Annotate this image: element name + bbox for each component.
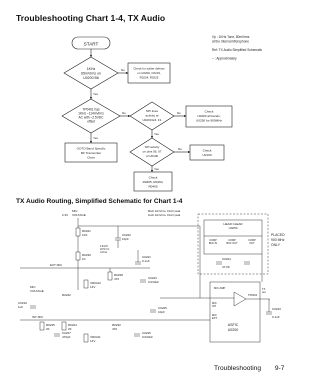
hc-pin-2a: COMP xyxy=(228,239,236,242)
r0222-id: R0222 xyxy=(62,293,71,297)
note-line1: Vp : 1KHz Tone, 80mVrms xyxy=(212,35,250,39)
check-u0200-line2: U0200 all bands, xyxy=(197,114,221,118)
check-resistors-line1: Check xyxy=(148,175,158,180)
c0224-id: C0224 xyxy=(222,257,231,261)
decision2-line3: AC with ~2.5VDC xyxy=(78,115,104,120)
start-label: START xyxy=(83,41,99,47)
page-footer xyxy=(214,365,284,372)
tp0401-label: TP0401 xyxy=(248,294,258,297)
c0219-id: C0219 xyxy=(18,301,27,305)
c0222-value: 10pF xyxy=(122,237,129,241)
small-note-3: mVrms xyxy=(100,252,108,254)
r0221-id: R0221 xyxy=(82,229,91,233)
check-resistors-line2: R0465, R0464, xyxy=(142,180,164,184)
label-yes-1: Yes xyxy=(93,92,98,96)
label-yes-4: Yes xyxy=(154,167,159,171)
c0222-id: C0222 xyxy=(122,233,131,237)
placed-line2: 900 MHz xyxy=(271,238,285,242)
check-u0100-line2: U0100 xyxy=(202,153,212,157)
tx-label-a: TX xyxy=(262,288,266,291)
c0219-value: 1uF xyxy=(18,305,24,309)
mic-voltage2-label-2: VOLTAGE xyxy=(30,289,44,293)
asfic-id: U0200 xyxy=(227,328,239,332)
decision1-line1: 1KHz xyxy=(86,67,96,71)
check-solder-line1: Check for solder defects xyxy=(133,66,165,71)
ext-mic-label: EXT MIC xyxy=(50,263,63,267)
label-no-2: No xyxy=(122,111,126,115)
decision2-line1: TP0401 has xyxy=(82,107,100,112)
hc-pin-1a: COMP xyxy=(209,239,217,242)
r0230-value: 1K xyxy=(82,257,86,261)
r0228-value: 470 xyxy=(114,277,120,281)
hear-clear-label: HEAR CLEAR xyxy=(223,222,243,226)
label-no-4: No xyxy=(178,147,182,151)
mic-amp-label: MIC AMP xyxy=(214,287,226,290)
page-number: 9-7 xyxy=(274,365,285,372)
decision1-line3: U0200 B6 xyxy=(83,76,99,80)
check-u0200-line3: U0250 for 900MHz xyxy=(196,118,222,123)
decision2-line4: offset xyxy=(87,119,95,124)
placed-line1: PLACED xyxy=(271,233,285,237)
r0230-id: R0230 xyxy=(82,253,91,257)
tone-note-2: 1kHz 12mVrms, 19mV peak xyxy=(148,214,181,217)
label-no-3: No xyxy=(177,111,181,115)
r0224-id: R0224 xyxy=(68,323,77,327)
mic-ext-a: MIC xyxy=(212,314,217,317)
decision-spi2-line2: on pins 06, 07 xyxy=(142,149,162,154)
hc-pin-3a: COMP xyxy=(248,239,256,242)
decision1-line2: 65mVrms on xyxy=(81,71,101,76)
mic-voltage-label-1: MIC xyxy=(72,209,78,213)
goto-band-line3: Chart xyxy=(87,155,95,160)
hc-pin-1b: BUF IN xyxy=(208,242,218,245)
c0223-id: C0223 xyxy=(148,276,157,280)
r0228-id: R0228 xyxy=(114,273,123,277)
decision-spi-line1: SPI lines xyxy=(145,109,159,113)
vr0412-value: 14V xyxy=(90,285,96,289)
mic-voltage-label-2: VOLTAGE xyxy=(72,213,86,217)
footer-label: Troubleshooting xyxy=(214,365,262,372)
note-line4: ~ : Approximately xyxy=(212,56,237,61)
c0221-id: C0221 xyxy=(142,255,151,259)
tx-label-b: out xyxy=(262,291,266,294)
mic-ext-b: EXT xyxy=(212,317,218,320)
c0227-id: C0227 xyxy=(62,331,71,335)
r0232-value: 470 xyxy=(112,327,118,331)
hear-clear-id: U0250 xyxy=(228,226,238,230)
c0223-value: 0.033uF xyxy=(148,280,160,284)
supply-voltage: 2.3V xyxy=(62,213,69,217)
vr0412-id: VR0412 xyxy=(90,281,101,285)
note-line3: Ref: TX Audio Simplified Schematic xyxy=(212,48,263,52)
vr0411-id: VR0411 xyxy=(90,335,101,339)
goto-band-line1: GOTO Band Specific xyxy=(76,146,106,151)
check-solder-line3: R0224, R0225 xyxy=(139,75,159,80)
tone-note-1: 8kHz 12mVrms, 19mV peak xyxy=(148,210,181,213)
decision-spi2-line3: of U0100 xyxy=(145,154,159,158)
r0221-value: 1K0 xyxy=(82,233,88,237)
decision-spi-line3: U0200 E3, F1 xyxy=(142,118,162,122)
c0225-value: 10pF xyxy=(158,310,165,314)
decision-spi-line2: activity at xyxy=(145,113,159,118)
check-solder-line2: on U0200, C0219, xyxy=(137,71,161,75)
c0243-value: 0.1uF xyxy=(272,315,280,319)
label-no-1: No xyxy=(121,68,125,72)
hc-pin-3b: OUT xyxy=(249,242,255,245)
placed-line3: ONLY xyxy=(271,243,280,247)
check-u0100-line1: Check xyxy=(202,148,212,153)
page-title: Troubleshooting Chart 1-4, TX Audio xyxy=(16,13,166,23)
hc-pin-2b: BUF OUT xyxy=(226,242,238,245)
small-note-2: 1KHz 0.1 xyxy=(100,249,110,251)
decision-spi2-line1: SPI activity xyxy=(144,145,160,149)
goto-band-line2: RF Transmitter xyxy=(80,151,102,155)
r0232-id: R0232 xyxy=(112,323,121,327)
c0226-id: C0226 xyxy=(142,331,151,335)
mic-int-b: INT xyxy=(212,305,217,308)
r0225-id: R0225 xyxy=(46,323,55,327)
check-u0200-line1: Check xyxy=(204,109,214,114)
c0224-value: 47.0K xyxy=(222,265,230,269)
mic-voltage2-label-1: MIC xyxy=(30,285,36,289)
c0225-id: C0225 xyxy=(158,306,167,310)
int-mic-label: INT MIC xyxy=(32,315,44,319)
small-note-1: 2.9mHz xyxy=(100,246,108,248)
note-line2: at the Internal Microphone xyxy=(212,39,250,44)
check-resistors-line3: R0405 xyxy=(148,184,158,189)
mic-int-a: MIC xyxy=(212,302,217,305)
label-yes-3: Yes xyxy=(154,132,159,136)
c0226-value: 0.033uF xyxy=(142,335,154,339)
decision2-line2: 1KHz ~114mVrms xyxy=(78,111,104,116)
c0221-value: 0.1uF xyxy=(142,259,150,263)
c0227-value: 470pF xyxy=(62,335,71,339)
label-yes-2: Yes xyxy=(93,136,98,140)
c0243-id: C0243 xyxy=(272,307,281,311)
asfic-label: ASFIC xyxy=(227,323,239,327)
section-title: TX Audio Routing, Simplified Schematic for Chart 1-4 xyxy=(16,198,183,205)
vr0411-value: 14V xyxy=(90,339,96,343)
r0225-value: 2K xyxy=(46,327,50,331)
r0224-value: 2K xyxy=(68,327,72,331)
